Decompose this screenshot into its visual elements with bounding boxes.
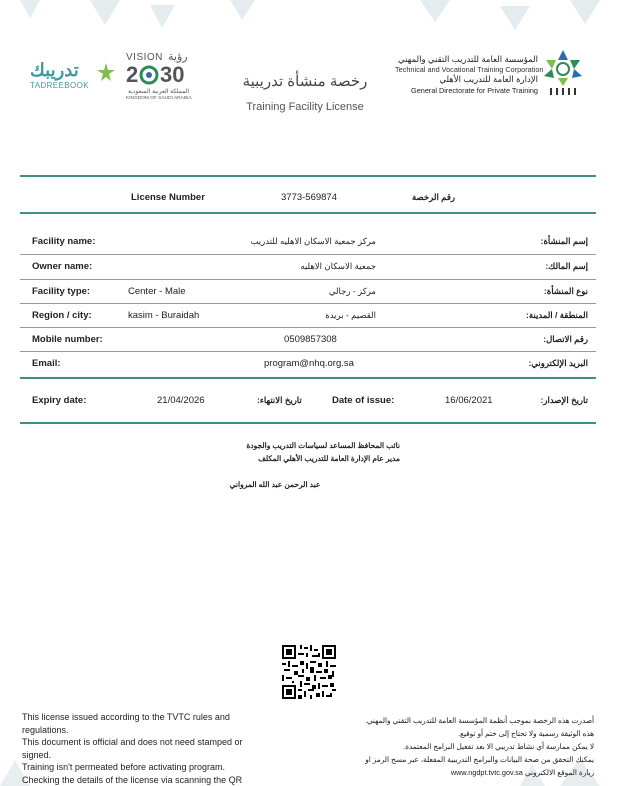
signatory-name: عبد الرحمن عبد الله المرواني xyxy=(229,480,321,489)
field-email xyxy=(20,351,596,375)
issue-date-label-ar: تاريخ الإصدار: xyxy=(540,395,588,405)
footer-line: regulations. xyxy=(22,724,69,735)
license-number-value: 3773-569874 xyxy=(281,192,337,203)
vision-2030-logo xyxy=(124,50,199,106)
qr-code[interactable] xyxy=(282,645,336,699)
footer-line-ar: زيارة الموقع الالكتروني www.ngdpt.tvtc.gov.sa xyxy=(450,768,594,777)
footer-line: signed. xyxy=(22,749,52,760)
footer-line: Training isn't permeated before activating program. xyxy=(22,762,225,772)
field-mobile-number xyxy=(20,327,596,351)
footer-line: This license issued according to the TVTC rules and xyxy=(22,712,230,722)
dates-row xyxy=(20,389,596,413)
expiry-date-value: 21/04/2026 xyxy=(157,395,205,406)
field-value: program@nhq.org.sa xyxy=(264,358,354,369)
signature-title-line1: نائب المحافظ المساعد لسياسات التدريب والجودة xyxy=(246,441,400,450)
field-label-ar: إسم المالك: xyxy=(545,261,588,271)
vision-zero-emblem-icon xyxy=(139,65,159,85)
license-number-label: License Number xyxy=(131,192,205,203)
tadreebook-star-icon xyxy=(96,62,116,82)
field-label-ar: المنطقة / المدينة: xyxy=(526,310,588,320)
footer-line: Checking the details of the license via scanning the QR xyxy=(22,774,243,785)
footer-notes-ar xyxy=(364,714,594,779)
directorate-name-ar: الإدارة العامة للتدريب الأهلي xyxy=(439,74,538,84)
field-value-ar: مركز جمعية الاسكان الاهليه للتدريب xyxy=(250,236,376,246)
field-value-ar: القصيم - بريدة xyxy=(325,310,376,320)
vision-sub-en: KINGDOM OF SAUDI ARABIA xyxy=(126,96,192,101)
issue-date-value: 16/06/2021 xyxy=(445,395,493,406)
field-label-ar: إسم المنشأة: xyxy=(540,236,588,246)
field-label: Owner name: xyxy=(32,261,93,272)
field-value: 0509857308 xyxy=(284,334,337,345)
vision-word: VISION xyxy=(126,52,163,63)
issue-date-label: Date of issue: xyxy=(332,395,395,406)
top-rule xyxy=(20,175,596,177)
title-en: Training Facility License xyxy=(246,101,364,113)
expiry-date-label: Expiry date: xyxy=(32,395,87,406)
org-name-ar: المؤسسة العامة للتدريب التقني والمهني xyxy=(398,54,538,64)
field-value: kasim - Buraidah xyxy=(128,310,200,321)
field-label-ar: نوع المنشأة: xyxy=(543,286,588,296)
expiry-date-label-ar: تاريخ الانتهاء: xyxy=(257,395,302,405)
vision-year-thirty: 30 xyxy=(160,62,185,87)
footer-line-ar: أصدرت هذه الرخصة بموجب أنظمة المؤسسة العامة للتدريب التقني والمهني. xyxy=(364,716,594,725)
vision-year-two: 2 xyxy=(126,62,139,87)
vision-sub-ar: المملكة العربية السعودية xyxy=(128,89,190,95)
fields-bottom-rule xyxy=(20,377,596,379)
signature-title-line2: مدير عام الإدارة العامة للتدريب الأهلي المكلف xyxy=(258,454,400,463)
field-label: Mobile number: xyxy=(32,334,103,345)
field-value: Center - Male xyxy=(128,286,186,297)
field-label: Email: xyxy=(32,358,61,369)
vision-ar: رؤية xyxy=(168,51,188,63)
tvtc-logo-icon xyxy=(542,48,584,96)
field-label: Region / city: xyxy=(32,310,92,321)
license-rule xyxy=(20,212,596,214)
org-name-en: Technical and Vocational Training Corporation xyxy=(395,65,544,74)
license-number-label-ar: رقم الرخصة xyxy=(412,192,456,202)
field-owner-name xyxy=(20,254,596,278)
dates-bottom-rule xyxy=(20,422,596,424)
field-value-ar: جمعية الاسكان الاهليه xyxy=(300,261,376,271)
tadreebook-ar: تدريبك xyxy=(30,60,79,80)
field-region-city xyxy=(20,303,596,327)
tadreebook-en: TADREEBOOK xyxy=(30,81,89,90)
footer-line: This document is official and does not need stamped or xyxy=(22,737,243,747)
field-facility-type xyxy=(20,279,596,303)
field-label-ar: البريد الإلكتروني: xyxy=(528,358,588,368)
field-value-ar: مركز - رجالي xyxy=(328,286,376,296)
watermark-pattern xyxy=(0,0,622,40)
field-facility-name xyxy=(20,228,596,252)
tadreebook-logo xyxy=(30,60,118,94)
title-ar: رخصة منشأة تدريبية xyxy=(242,73,368,90)
footer-line-ar: يمكنك التحقق من صحة البيانات والبرامج التدريبية المفعلة، عبر مسح الرمز او xyxy=(365,755,594,764)
field-label: Facility name: xyxy=(32,236,96,247)
field-label: Facility type: xyxy=(32,286,91,297)
footer-notes-en xyxy=(22,711,252,786)
field-label-ar: رقم الاتصال: xyxy=(543,334,588,344)
footer-line-ar: لا يمكن ممارسة أي نشاط تدريبي الا بعد تفعيل البرامج المعتمدة. xyxy=(403,742,594,751)
directorate-name-en: General Directorate for Private Training xyxy=(411,86,538,95)
footer-line-ar: هذه الوثيقة رسمية ولا تحتاج إلى ختم أو توقيع. xyxy=(458,729,594,738)
